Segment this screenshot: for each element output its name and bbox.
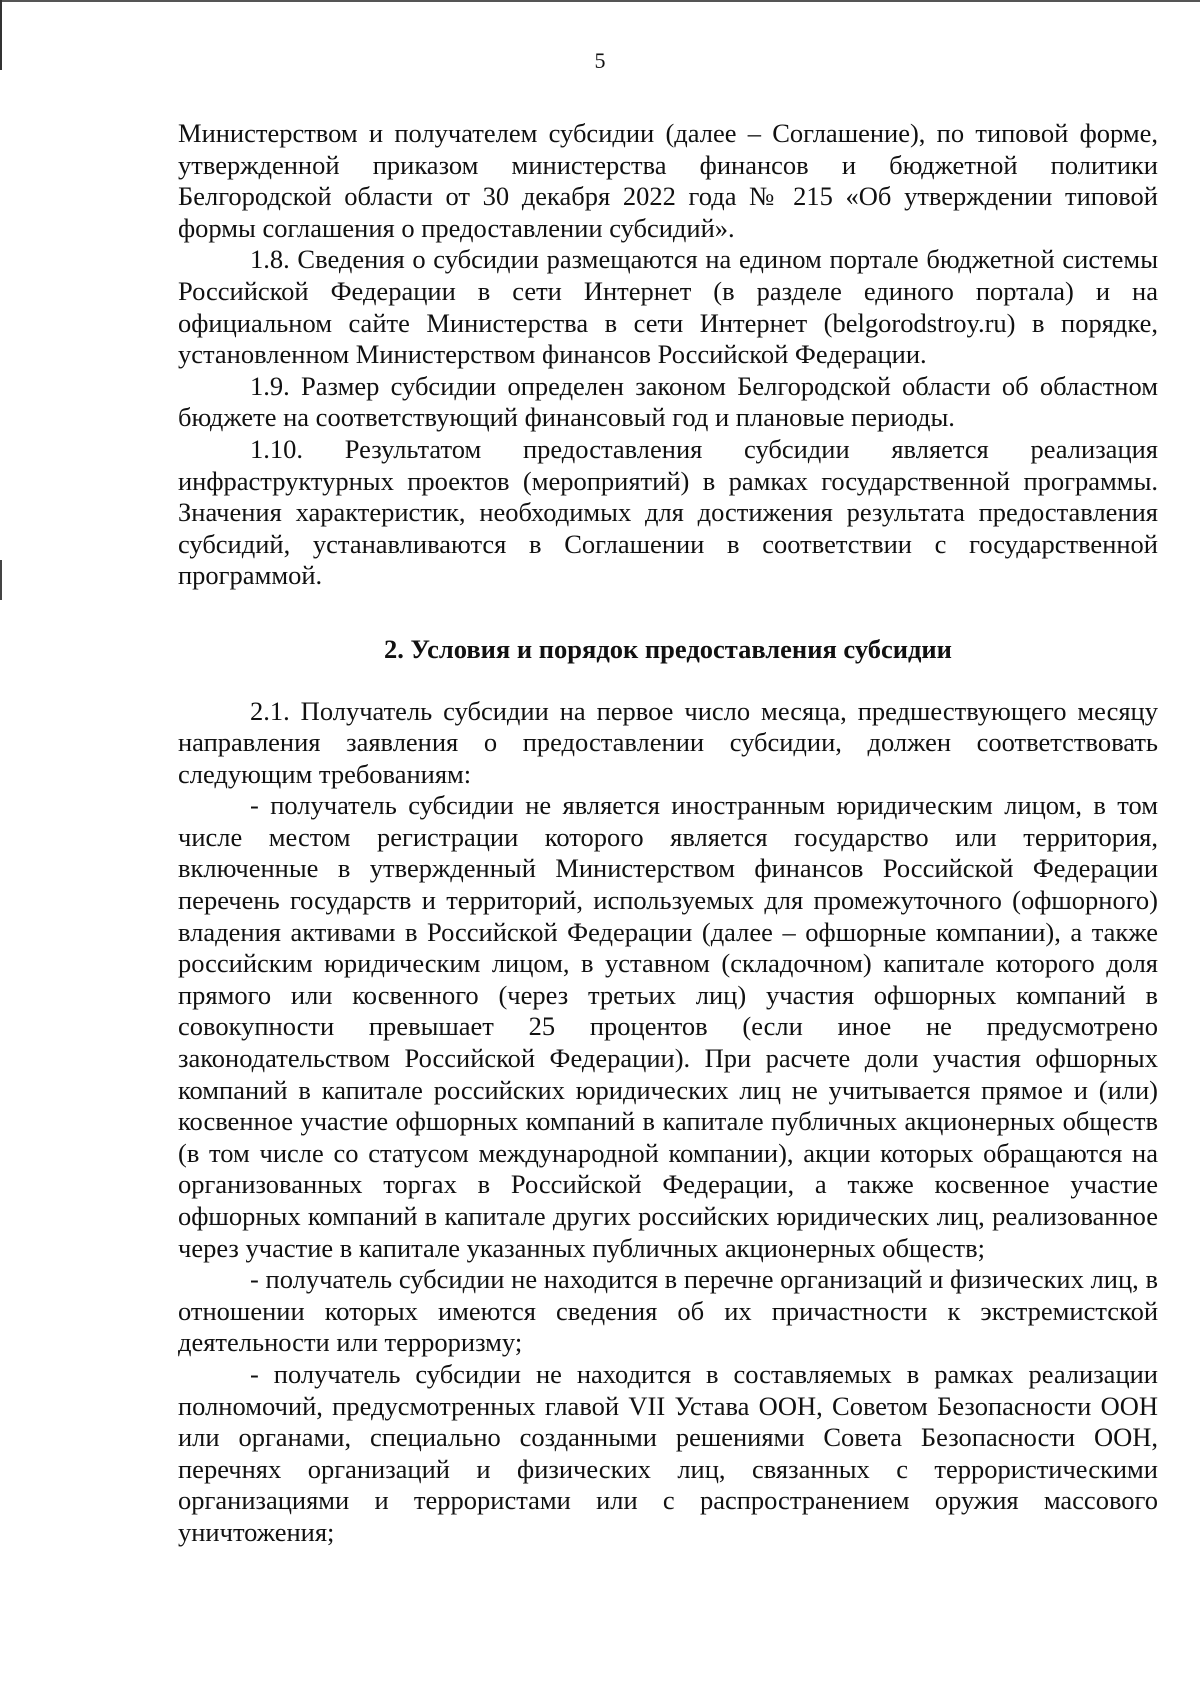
page-edge-top [0, 0, 1200, 2]
page-edge-left [0, 0, 2, 1708]
requirement-offshore: - получатель субсидии не является иностранным юридическим лицом, в том числе местом регистрации которого является государство или территория, включенные в утвержденный Министерством финансов Российской Федерации перечень государств и территорий, используемых для промежуточного (офшорного) владения активами в Российской Федерации (далее – офшорные компании), а также российским юридическим лицом, в уставном (складочном) капитале которого доля прямого или косвенного (через третьих лиц) участия офшорных компаний в совокупности превышает 25 процентов (если иное не предусмотрено законодательством Российской Федерации). При расчете доли участия офшорных компаний в капитале российских юридических лиц не учитывается прямое и (или) косвенное участие офшорных компаний в капитале публичных акционерных обществ (в том числе со статусом международной компании), акции которых обращаются на организованных торгах в Российской Федерации, а также косвенное участие офшорных компаний в капитале других российских юридических лиц, реализованное через участие в капитале указанных публичных акционерных обществ; [178, 790, 1158, 1263]
document-body [178, 118, 1158, 1549]
spacer [178, 592, 1158, 634]
requirement-extremism: - получатель субсидии не находится в перечне организаций и физических лиц, в отношении которых имеются сведения об их причастности к экстремистской деятельности или терроризму; [178, 1264, 1158, 1358]
spacer [178, 666, 1158, 696]
paragraph-1-10: 1.10. Результатом предоставления субсидии является реализация инфраструктурных проектов (мероприятий) в рамках государственной программы. Значения характеристик, необходимых для достижения результата предоставления субсидий, устанавливаются в Соглашении в соответствии с государственной программой. [178, 433, 1158, 591]
paragraph-1-9: 1.9. Размер субсидии определен законом Белгородской области об областном бюджете на соответствующий финансовый год и плановые периоды. [178, 370, 1158, 433]
paragraph-continuation: Министерством и получателем субсидии (далее – Соглашение), по типовой форме, утвержденной приказом министерства финансов и бюджетной политики Белгородской области от 30 декабря 2022 года № 215 «Об утверждении типовой формы соглашения о предоставлении субсидий». [178, 118, 1158, 243]
page-number: 5 [594, 48, 606, 73]
paragraph-2-1: 2.1. Получатель субсидии на первое число месяца, предшествующего месяцу направления заявления о предоставлении субсидии, должен соответствовать следующим требованиям: [178, 695, 1158, 789]
paragraph-1-8: 1.8. Сведения о субсидии размещаются на едином портале бюджетной системы Российской Федерации в сети Интернет (в разделе единого портала) и на официальном сайте Министерства в сети Интернет (belgorodstroy.ru) в порядке, установленном Министерством финансов Российской Федерации. [178, 244, 1158, 370]
requirement-un-sanctions: - получатель субсидии не находится в составляемых в рамках реализации полномочий, предусмотренных главой VII Устава ООН, Советом Безопасности ООН или органами, специально созданными решениями Совета Безопасности ООН, перечнях организаций и физических лиц, связанных с террористическими организациями и террористами или с распространением оружия массового уничтожения; [178, 1358, 1158, 1547]
section-2-title: 2. Условия и порядок предоставления субсидии [384, 633, 952, 664]
